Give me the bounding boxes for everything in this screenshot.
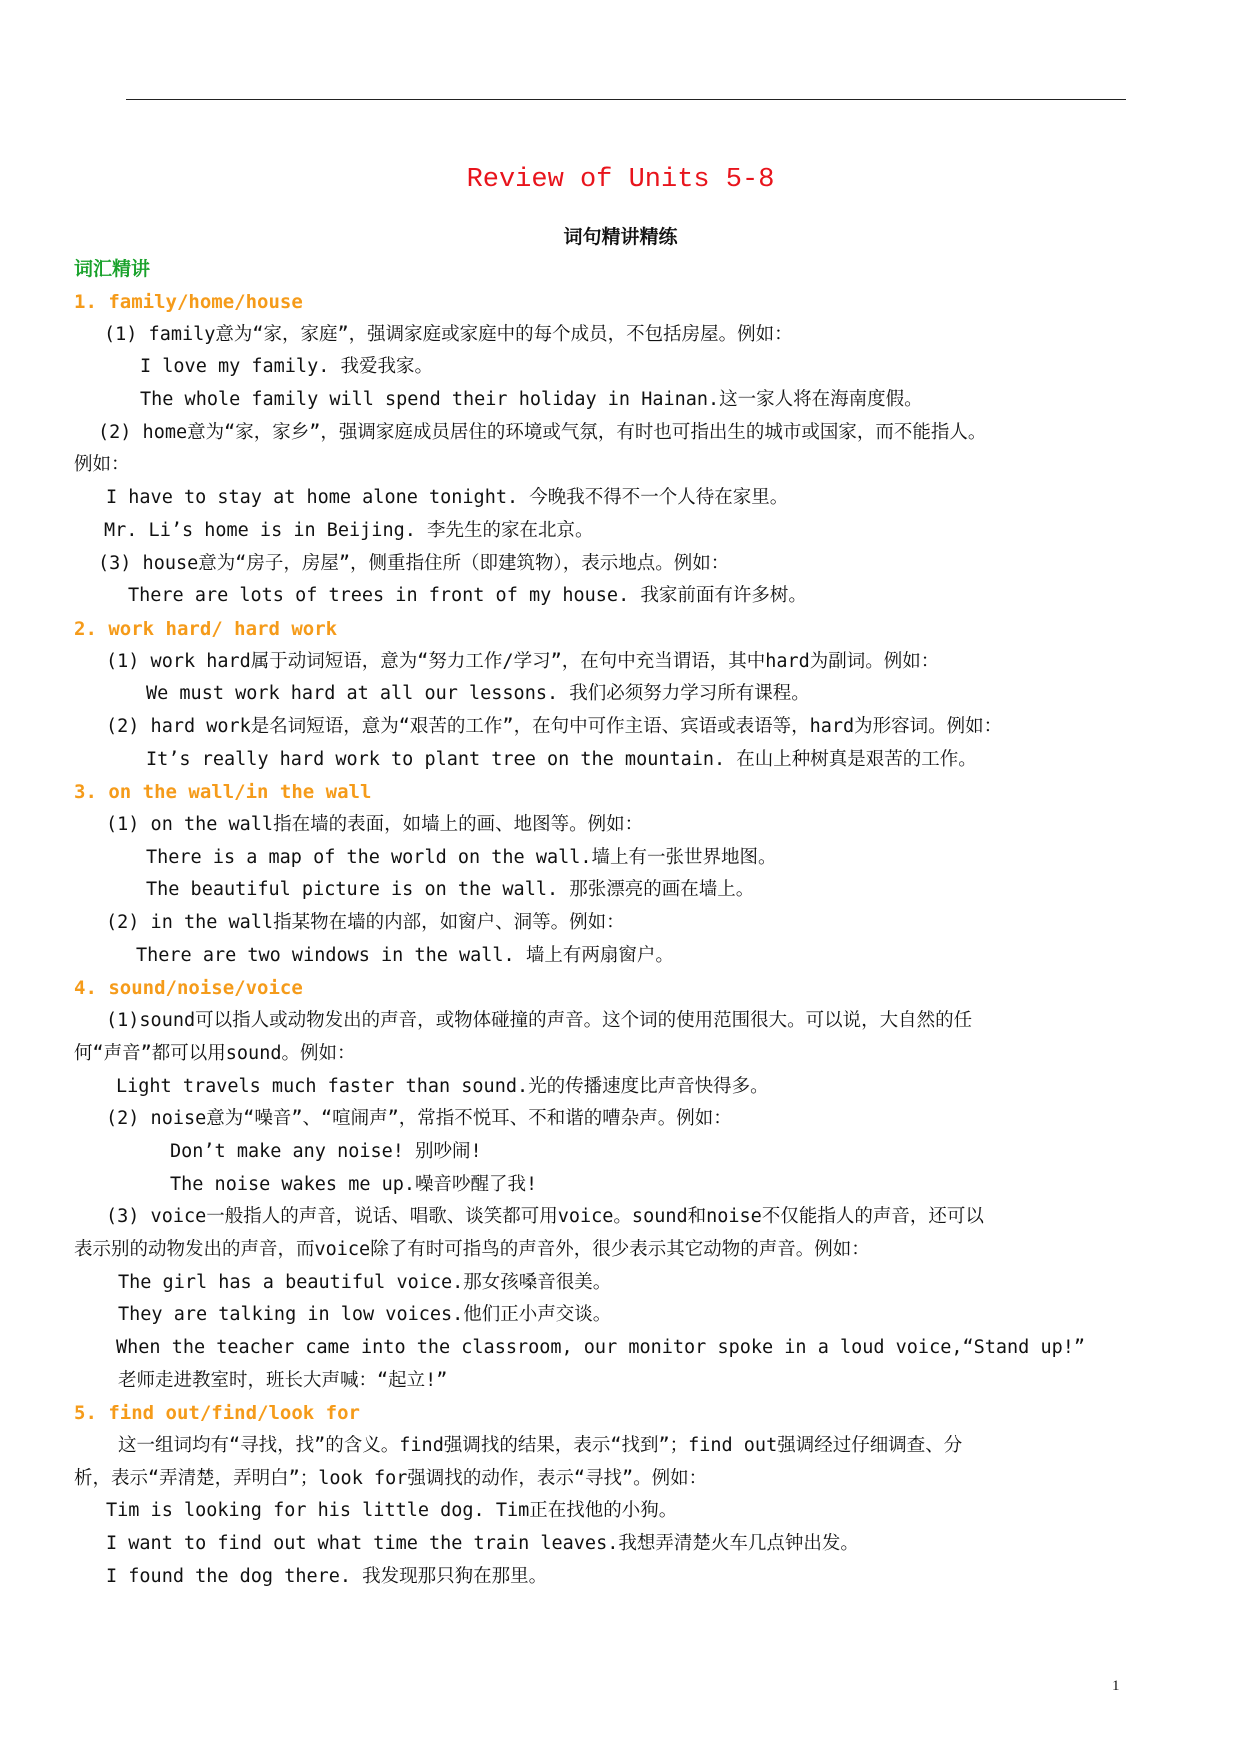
body-line: (2) home意为“家，家乡”，强调家庭成员居住的环境或气氛，有时也可指出生的城市或国家，而不能指人。 <box>98 421 987 443</box>
body-line: Mr. Li’s home is in Beijing. 李先生的家在北京。 <box>104 519 594 541</box>
body-line: Don’t make any noise! 别吵闹! <box>170 1140 482 1162</box>
body-line: We must work hard at all our lessons. 我们必须努力学习所有课程。 <box>146 683 810 705</box>
vocab-heading: 2. work hard/ hard work <box>74 617 338 640</box>
vocab-heading: 3. on the wall/in the wall <box>74 781 372 804</box>
header-rule <box>126 99 1126 100</box>
body-line: The whole family will spend their holiday in Hainan.这一家人将在海南度假。 <box>140 389 923 411</box>
body-line: 何“声音”都可以用sound。例如： <box>74 1042 356 1064</box>
section-title: 词汇精讲 <box>74 258 151 280</box>
body-line: Light travels much faster than sound.光的传播速度比声音快得多。 <box>116 1075 769 1097</box>
body-line: (3) voice一般指人的声音，说话、唱歌、谈笑都可用voice。sound和noise不仅能指人的声音，还可以 <box>106 1206 984 1228</box>
body-line: (1) work hard属于动词短语，意为“努力工作/学习”，在句中充当谓语，其中hard为副词。例如： <box>106 650 940 672</box>
body-line: There are lots of trees in front of my house. 我家前面有许多树。 <box>128 585 807 607</box>
vocab-heading: 5. find out/find/look for <box>74 1402 360 1425</box>
body-line: I want to find out what time the train leaves.我想弄清楚火车几点钟出发。 <box>106 1533 859 1555</box>
page-number: 1 <box>1112 1678 1120 1694</box>
vocab-heading: 1. family/home/house <box>74 291 303 313</box>
body-line: (2) noise意为“噪音”、“喧闹声”，常指不悦耳、不和谐的嘈杂声。例如： <box>106 1108 732 1130</box>
body-line: (1) family意为“家，家庭”，强调家庭或家庭中的每个成员，不包括房屋。例如： <box>104 323 793 345</box>
document-body <box>74 286 1134 1594</box>
body-line: 老师走进教室时，班长大声喊：“起立!” <box>118 1369 448 1391</box>
body-line: (2) in the wall指某物在墙的内部，如窗户、洞等。例如： <box>106 912 625 934</box>
page-subtitle: 词句精讲精练 <box>563 226 678 248</box>
body-line: (1) on the wall指在墙的表面，如墙上的画、地图等。例如： <box>106 814 644 835</box>
body-line: 例如： <box>74 454 130 476</box>
body-line: There is a map of the world on the wall.墙上有一张世界地图。 <box>146 846 777 868</box>
body-line: (1)sound可以指人或动物发出的声音，或物体碰撞的声音。这个词的使用范围很大。可以说，大自然的任 <box>106 1010 973 1032</box>
body-line: The girl has a beautiful voice.那女孩嗓音很美。 <box>118 1271 612 1293</box>
body-line: Tim is looking for his little dog. Tim正在找他的小狗。 <box>106 1500 678 1522</box>
body-line: I love my family. 我爱我家。 <box>140 356 433 378</box>
body-line: 析，表示“弄清楚，弄明白”；look for强调找的动作，表示“寻找”。例如： <box>74 1467 708 1489</box>
body-line: There are two windows in the wall. 墙上有两扇窗户。 <box>136 944 674 966</box>
page-title: Review of Units 5-8 <box>466 165 775 195</box>
body-line: (3) house意为“房子，房屋”，侧重指住所（即建筑物），表示地点。例如： <box>98 552 730 574</box>
body-line: 表示别的动物发出的声音，而voice除了有时可指鸟的声音外，很少表示其它动物的声音。例如： <box>74 1238 870 1260</box>
body-line: It’s really hard work to plant tree on the mountain. 在山上种树真是艰苦的工作。 <box>146 748 977 770</box>
body-line: The beautiful picture is on the wall. 那张漂亮的画在墙上。 <box>146 879 755 901</box>
body-line: (2) hard work是名词短语，意为“艰苦的工作”，在句中可作主语、宾语或表语等，hard为形容词。例如： <box>106 715 1003 737</box>
body-line: I have to stay at home alone tonight. 今晚我不得不一个人待在家里。 <box>106 487 789 509</box>
body-line: I found the dog there. 我发现那只狗在那里。 <box>106 1565 548 1587</box>
body-line: They are talking in low voices.他们正小声交谈。 <box>118 1304 612 1326</box>
body-line: When the teacher came into the classroom, our monitor spoke in a loud voice,“Stand up!” <box>116 1337 1086 1358</box>
body-line: 这一组词均有“寻找，找”的含义。find强调找的结果，表示“找到”；find out强调经过仔细调查、分 <box>118 1435 963 1457</box>
body-line: The noise wakes me up.噪音吵醒了我! <box>170 1173 538 1195</box>
vocab-heading: 4. sound/noise/voice <box>74 977 303 1000</box>
